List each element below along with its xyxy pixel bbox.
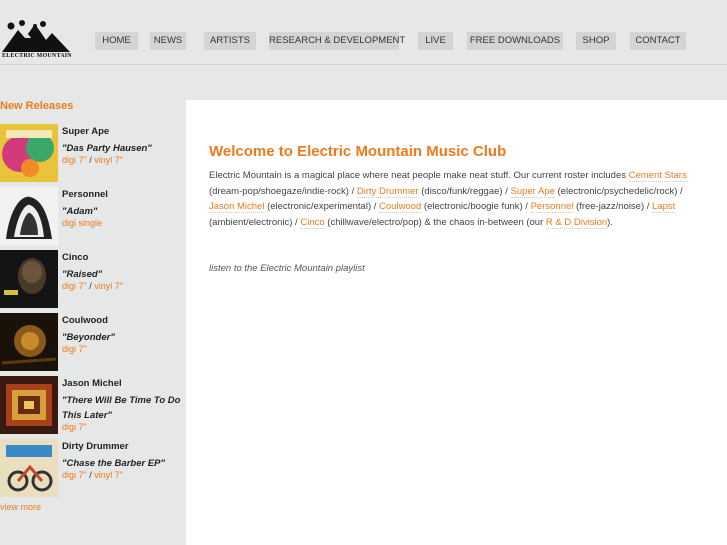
artist-link-cinco[interactable]: Cinco: [300, 216, 325, 228]
artist-link-super-ape[interactable]: Super Ape: [510, 185, 555, 197]
artist-genre: (electronic/boogie funk): [423, 201, 523, 213]
artist-genre: (electronic/psychedelic/rock): [557, 185, 678, 197]
release-artist[interactable]: Super Ape: [62, 126, 110, 137]
artist-link-jason-michel[interactable]: Jason Michel: [209, 201, 265, 213]
release-link[interactable]: digi 7": [62, 155, 87, 165]
intro-end: ).: [607, 216, 613, 228]
artist-genre: (chillwave/electro/pop): [327, 216, 422, 228]
release-link[interactable]: digi 7": [62, 281, 87, 291]
playlist-link[interactable]: listen to the Electric Mountain playlist: [209, 263, 365, 274]
release-links: [62, 218, 102, 228]
logo-text: ELECTRIC MOUNTAIN: [2, 53, 72, 59]
page-title: Welcome to Electric Mountain Music Club: [209, 143, 507, 160]
roster-separator: /: [371, 201, 380, 213]
release-cover-image[interactable]: [0, 250, 58, 308]
release-title: "There Will Be Time To Do This Later": [62, 395, 181, 421]
site-header: [0, 0, 727, 65]
artist-link-lapst[interactable]: Lapst: [652, 201, 676, 213]
artist-genre: (electronic/experimental): [267, 201, 372, 213]
sidebar: [0, 65, 186, 545]
release-title: "Beyonder": [62, 332, 115, 343]
link-separator: /: [86, 470, 95, 480]
release-artist[interactable]: Coulwood: [62, 315, 108, 326]
nav-free-downloads[interactable]: FREE DOWNLOADS: [467, 32, 563, 50]
intro-paragraph: [209, 168, 709, 230]
release-artist[interactable]: Cinco: [62, 252, 89, 263]
release-title: "Chase the Barber EP": [62, 458, 165, 469]
roster-separator: /: [522, 201, 531, 213]
release-cover-image[interactable]: [0, 187, 58, 245]
release-item: [0, 250, 186, 310]
artist-link-personnel[interactable]: Personnel: [530, 201, 574, 213]
nav-contact[interactable]: CONTACT: [630, 32, 686, 50]
release-title: "Adam": [62, 206, 98, 217]
artist-link-coulwood[interactable]: Coulwood: [379, 201, 422, 213]
release-link[interactable]: digi 7": [62, 470, 87, 480]
release-links: [62, 422, 87, 432]
release-cover-image[interactable]: [0, 439, 58, 497]
nav-artists[interactable]: ARTISTS: [204, 32, 256, 50]
artist-genre: (ambient/electronic): [209, 216, 293, 228]
release-links: [62, 470, 123, 480]
roster-separator: /: [644, 201, 653, 213]
link-separator: /: [86, 281, 95, 291]
release-links: [62, 344, 87, 354]
main-content: [186, 100, 727, 545]
release-artist[interactable]: Jason Michel: [62, 378, 122, 389]
release-link[interactable]: digi 7": [62, 344, 87, 354]
release-link[interactable]: vinyl 7": [94, 281, 123, 291]
release-link[interactable]: digi single: [62, 218, 103, 228]
view-more-link[interactable]: view more: [0, 502, 42, 512]
artist-link-dirty-drummer[interactable]: Dirty Drummer: [356, 185, 419, 197]
release-cover-image[interactable]: [0, 124, 58, 182]
release-item: [0, 313, 186, 373]
roster-separator: /: [677, 185, 683, 197]
release-links: [62, 281, 123, 291]
release-title: "Raised": [62, 269, 103, 280]
artist-link-cement-stars[interactable]: Cement Stars: [628, 170, 687, 181]
release-title: "Das Party Hausen": [62, 143, 152, 154]
nav-home[interactable]: HOME: [95, 32, 138, 50]
release-artist[interactable]: Personnel: [62, 189, 108, 200]
release-link[interactable]: vinyl 7": [94, 470, 123, 480]
release-artist[interactable]: Dirty Drummer: [62, 441, 129, 452]
release-item: [0, 439, 186, 499]
link-separator: /: [86, 155, 95, 165]
release-item: [0, 187, 186, 247]
intro-lead: Electric Mountain is a magical place where neat people make neat stuff. Our current roster includes: [209, 170, 626, 181]
mountain-logo-icon: [2, 20, 70, 52]
artist-genre: (free-jazz/noise): [576, 201, 645, 213]
nav-news[interactable]: NEWS: [150, 32, 186, 50]
release-item: [0, 376, 186, 436]
intro-tail: & the chaos in-between (our: [421, 216, 546, 228]
roster-separator: /: [348, 185, 357, 197]
nav-live[interactable]: LIVE: [418, 32, 453, 50]
nav-research-development[interactable]: RESEARCH & DEVELOPMENT: [269, 32, 399, 50]
release-links: [62, 155, 123, 165]
release-link[interactable]: digi 7": [62, 422, 87, 432]
release-item: [0, 124, 186, 184]
release-cover-image[interactable]: [0, 313, 58, 371]
release-link[interactable]: vinyl 7": [94, 155, 123, 165]
rd-division-link[interactable]: R & D Division: [545, 216, 608, 228]
release-cover-image[interactable]: [0, 376, 58, 434]
artist-genre: (disco/funk/reggae): [421, 185, 503, 197]
new-releases-heading: New Releases: [0, 100, 74, 112]
artist-genre: (dream-pop/shoegaze/indie-rock): [209, 185, 349, 197]
nav-shop[interactable]: SHOP: [576, 32, 616, 50]
roster-separator: /: [292, 216, 301, 228]
roster-separator: /: [502, 185, 511, 197]
electric-mountain-logo[interactable]: [2, 20, 70, 62]
